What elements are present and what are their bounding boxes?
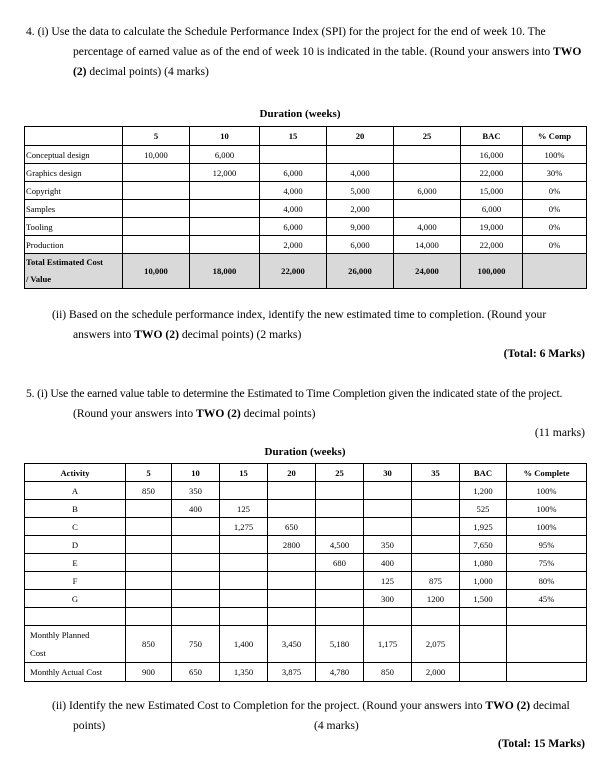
q4-cell: 0%: [523, 182, 587, 200]
q4-cell: 4,000: [327, 164, 394, 182]
q5-cell: [220, 572, 268, 590]
q5-cell: [316, 590, 364, 608]
q4-total-label-line1: Total Estimated Cost: [26, 257, 104, 267]
q5-header-cell: % Complete: [507, 464, 587, 482]
q5-cell: [412, 536, 460, 554]
q5-part-i-line2-b: decimal points): [240, 407, 316, 420]
q4-total-label-line2: / Value: [26, 274, 52, 284]
q4-row-label: Tooling: [25, 218, 123, 236]
q5-cell: 350: [364, 536, 412, 554]
q5-header-cell: 5: [126, 464, 172, 482]
q5-cell: [126, 500, 172, 518]
q4-cell: [327, 146, 394, 164]
q4-part-i-line1: 4. (i) Use the data to calculate the Schedule Performance Index (SPI) for the project for the end of week 10. The: [26, 25, 546, 38]
q5-planned-cell: 750: [172, 626, 220, 663]
table-row: [25, 236, 587, 254]
q5-cell: 350: [172, 482, 220, 500]
q4-part-ii-line1: (ii) Based on the schedule performance index, identify the new estimated time to completion. (Round your: [52, 308, 547, 321]
q4-total-marks: (Total: 6 Marks): [503, 347, 585, 360]
q5-actual-cell: 900: [126, 663, 172, 682]
q4-part-ii-line2-bold: TWO (2): [134, 328, 179, 341]
q5-part-ii-line1: [52, 696, 588, 716]
q4-cell: 6,000: [327, 236, 394, 254]
q5-cell: [364, 518, 412, 536]
q5-cell: 680: [316, 554, 364, 572]
q5-cell: [268, 590, 316, 608]
q5-cell: [268, 500, 316, 518]
q4-cell: 4,000: [260, 182, 327, 200]
table-row: [25, 182, 587, 200]
q4-row-label: Samples: [25, 200, 123, 218]
q5-actual-cell: 650: [172, 663, 220, 682]
q5-cell: [364, 500, 412, 518]
q4-cell: 2,000: [327, 200, 394, 218]
q4-part-i-line2-text: percentage of earned value as of the end of week 10 is indicated in the table. (Round your answers into: [73, 45, 554, 58]
q4-cell: 6,000: [461, 200, 523, 218]
q5-planned-label-line1: Monthly Planned: [30, 630, 90, 640]
q5-cell: [220, 482, 268, 500]
q5-cell: 80%: [507, 572, 587, 590]
table-row: [25, 482, 587, 500]
q5-cell: 300: [364, 590, 412, 608]
q4-cell: 5,000: [327, 182, 394, 200]
q5-marks: (11 marks): [534, 426, 585, 439]
q5-actual-cell: 4,780: [316, 663, 364, 682]
q4-total-cell: 18,000: [190, 254, 260, 289]
q4-header-cell: % Comp: [523, 127, 587, 146]
q5-total-marks: (Total: 15 Marks): [497, 737, 585, 750]
q4-total-label: [25, 254, 123, 289]
q4-total-row: [25, 254, 587, 289]
q5-cell: 1,275: [220, 518, 268, 536]
q5-duration-title: Duration (weeks): [264, 446, 346, 458]
q5-cell: 1,000: [460, 572, 507, 590]
q4-cell: [190, 236, 260, 254]
q5-planned-cell: 1,175: [364, 626, 412, 663]
q5-planned-label-line2: Cost: [30, 648, 46, 658]
q5-table: [24, 463, 587, 682]
q4-total-cell: 26,000: [327, 254, 394, 289]
q4-cell: [394, 146, 461, 164]
q4-duration-title: Duration (weeks): [259, 108, 341, 120]
q4-header-cell: 15: [260, 127, 327, 146]
q5-cell: 45%: [507, 590, 587, 608]
q4-cell: 4,000: [394, 218, 461, 236]
q4-total-cell: 10,000: [123, 254, 190, 289]
q5-cell: [220, 536, 268, 554]
q4-header-cell: [25, 127, 123, 146]
q5-cell: 2800: [268, 536, 316, 554]
q5-actual-cell: [507, 663, 587, 682]
q4-part-i-line2-bold: TWO: [553, 45, 582, 58]
q5-actual-cell: [460, 663, 507, 682]
q5-activity: A: [25, 482, 126, 500]
q4-cell: [123, 218, 190, 236]
q5-cell: 95%: [507, 536, 587, 554]
q5-actual-label: Monthly Actual Cost: [25, 663, 126, 682]
q4-cell: 15,000: [461, 182, 523, 200]
q5-cell: [412, 554, 460, 572]
q5-cell: [316, 482, 364, 500]
q4-total-cell: 22,000: [260, 254, 327, 289]
q5-actual-cell: 1,350: [220, 663, 268, 682]
q5-cell: [126, 572, 172, 590]
q5-actual-cell: 2,000: [412, 663, 460, 682]
q4-cell: 30%: [523, 164, 587, 182]
q5-cell: [316, 518, 364, 536]
q5-cell: [268, 572, 316, 590]
q4-header-cell: 25: [394, 127, 461, 146]
q5-planned-cell: 3,450: [268, 626, 316, 663]
q5-cell: 125: [220, 500, 268, 518]
q4-cell: 4,000: [260, 200, 327, 218]
table-row: [25, 146, 587, 164]
q4-part-ii-line2: [52, 325, 586, 345]
table-row: [25, 518, 587, 536]
q4-part-i-line3: [26, 62, 586, 82]
q5-activity: G: [25, 590, 126, 608]
q5-cell: 75%: [507, 554, 587, 572]
q5-cell: 4,500: [316, 536, 364, 554]
q4-header-row: [25, 127, 587, 146]
q5-part-ii-line1-bold: TWO (2): [485, 699, 531, 712]
q5-planned-label: [25, 626, 126, 663]
q4-part-ii-line2-b: decimal points) (2 marks): [178, 328, 302, 341]
q4-row-label: Copyright: [25, 182, 123, 200]
q4-table: [24, 126, 587, 289]
q5-planned-cell: 5,180: [316, 626, 364, 663]
q4-cell: 14,000: [394, 236, 461, 254]
q4-header-cell: 5: [123, 127, 190, 146]
q5-cell: [412, 518, 460, 536]
q4-cell: [190, 182, 260, 200]
table-row: [25, 554, 587, 572]
q5-cell: 100%: [507, 500, 587, 518]
q5-part-i-line2-a: (Round your answers into: [73, 407, 197, 420]
q5-cell: [220, 554, 268, 572]
table-row: [25, 200, 587, 218]
q4-part-i: [26, 22, 586, 82]
q4-cell: [123, 236, 190, 254]
q5-cell: [412, 500, 460, 518]
q5-cell: [364, 482, 412, 500]
q4-cell: 22,000: [461, 236, 523, 254]
q5-cell: 400: [172, 500, 220, 518]
q4-cell: 12,000: [190, 164, 260, 182]
q5-cell: 1,925: [460, 518, 507, 536]
q5-planned-cell: [460, 626, 507, 663]
q4-cell: [123, 164, 190, 182]
q5-actual-cell: 850: [364, 663, 412, 682]
q4-cell: 6,000: [260, 218, 327, 236]
table-row: [25, 164, 587, 182]
q5-header-cell: 15: [220, 464, 268, 482]
q4-cell: 100%: [523, 146, 587, 164]
table-row: [25, 218, 587, 236]
q5-cell: [172, 572, 220, 590]
q4-cell: [394, 200, 461, 218]
q5-cell: [316, 500, 364, 518]
q5-planned-cell: 2,075: [412, 626, 460, 663]
q4-cell: [260, 146, 327, 164]
q5-cell: 1200: [412, 590, 460, 608]
q4-total-cell: 24,000: [394, 254, 461, 289]
q5-cell: 400: [364, 554, 412, 572]
q5-cell: [268, 482, 316, 500]
q4-part-i-line3-bold: (2): [73, 65, 87, 78]
q4-cell: 0%: [523, 200, 587, 218]
q4-cell: 0%: [523, 218, 587, 236]
q4-header-cell: BAC: [461, 127, 523, 146]
q5-header-cell: 35: [412, 464, 460, 482]
q5-cell: 125: [364, 572, 412, 590]
q5-cell: [172, 554, 220, 572]
q4-cell: 0%: [523, 236, 587, 254]
q5-planned-cell: 1,400: [220, 626, 268, 663]
q5-part-i: [26, 384, 588, 424]
q5-part-i-line1: 5. (i) Use the earned value table to determine the Estimated to Time Completion given the indicated state of the project.: [26, 387, 563, 400]
q4-cell: [190, 218, 260, 236]
q5-cell: 7,650: [460, 536, 507, 554]
table-row: [25, 590, 587, 608]
q5-part-ii: [52, 696, 588, 736]
q4-part-i-line2: [26, 42, 586, 62]
q4-header-cell: 20: [327, 127, 394, 146]
q5-cell: 1,200: [460, 482, 507, 500]
table-row: [25, 572, 587, 590]
q5-cell: 1,500: [460, 590, 507, 608]
q4-cell: 16,000: [461, 146, 523, 164]
q4-cell: [123, 200, 190, 218]
q5-planned-cell: [507, 626, 587, 663]
q5-actual-row: [25, 663, 587, 682]
q5-cell: [126, 518, 172, 536]
table-row: [25, 536, 587, 554]
q5-cell: [126, 590, 172, 608]
q4-total-cell: [523, 254, 587, 289]
q5-part-ii-line1-a: (ii) Identify the new Estimated Cost to Completion for the project. (Round your answers into: [52, 699, 486, 712]
q4-part-ii-line2-a: answers into: [73, 328, 135, 341]
q5-actual-cell: 3,875: [268, 663, 316, 682]
q5-header-cell: BAC: [460, 464, 507, 482]
q4-cell: [190, 200, 260, 218]
q5-cell: [220, 590, 268, 608]
q4-cell: 10,000: [123, 146, 190, 164]
q5-spacer-row: [25, 608, 587, 626]
q5-cell: 100%: [507, 482, 587, 500]
q4-cell: 9,000: [327, 218, 394, 236]
q4-cell: [123, 182, 190, 200]
q5-header-row: [25, 464, 587, 482]
q5-header-cell: Activity: [25, 464, 126, 482]
q4-cell: 2,000: [260, 236, 327, 254]
q5-activity: C: [25, 518, 126, 536]
q5-activity: E: [25, 554, 126, 572]
q5-part-i-line2: [26, 404, 588, 424]
q5-cell: 875: [412, 572, 460, 590]
q4-part-ii: [52, 305, 586, 345]
q4-cell: 6,000: [190, 146, 260, 164]
q5-cell: 650: [268, 518, 316, 536]
q5-part-ii-marks: (4 marks): [314, 719, 359, 732]
q5-cell: [412, 482, 460, 500]
q5-part-ii-line2-text: points): [73, 719, 106, 732]
table-row: [25, 500, 587, 518]
q5-cell: [126, 554, 172, 572]
q4-header-cell: 10: [190, 127, 260, 146]
q4-part-i-line3-text: decimal points) (4 marks): [86, 65, 209, 78]
q4-cell: 19,000: [461, 218, 523, 236]
q5-cell: 100%: [507, 518, 587, 536]
q5-cell: 850: [126, 482, 172, 500]
q5-cell: [268, 554, 316, 572]
q5-cell: [126, 536, 172, 554]
q4-cell: 6,000: [394, 182, 461, 200]
q5-activity: F: [25, 572, 126, 590]
q5-cell: [172, 536, 220, 554]
q5-planned-cell: 850: [126, 626, 172, 663]
q4-total-cell: 100,000: [461, 254, 523, 289]
q5-planned-row: [25, 626, 587, 663]
q4-cell: [394, 164, 461, 182]
q5-activity: D: [25, 536, 126, 554]
q5-part-ii-line2: [52, 716, 588, 736]
q5-header-cell: 25: [316, 464, 364, 482]
q5-activity: B: [25, 500, 126, 518]
q5-header-cell: 30: [364, 464, 412, 482]
q5-header-cell: 20: [268, 464, 316, 482]
q5-part-i-line2-bold: TWO (2): [196, 407, 241, 420]
q5-cell: [316, 572, 364, 590]
q4-row-label: Production: [25, 236, 123, 254]
q5-part-ii-line1-b: decimal: [530, 699, 570, 712]
q4-row-label: Graphics design: [25, 164, 123, 182]
q5-cell: 525: [460, 500, 507, 518]
q5-cell: [172, 590, 220, 608]
q4-row-label: Conceptual design: [25, 146, 123, 164]
q4-cell: 22,000: [461, 164, 523, 182]
q5-cell: 1,080: [460, 554, 507, 572]
q5-cell: [172, 518, 220, 536]
q4-cell: 6,000: [260, 164, 327, 182]
q5-header-cell: 10: [172, 464, 220, 482]
